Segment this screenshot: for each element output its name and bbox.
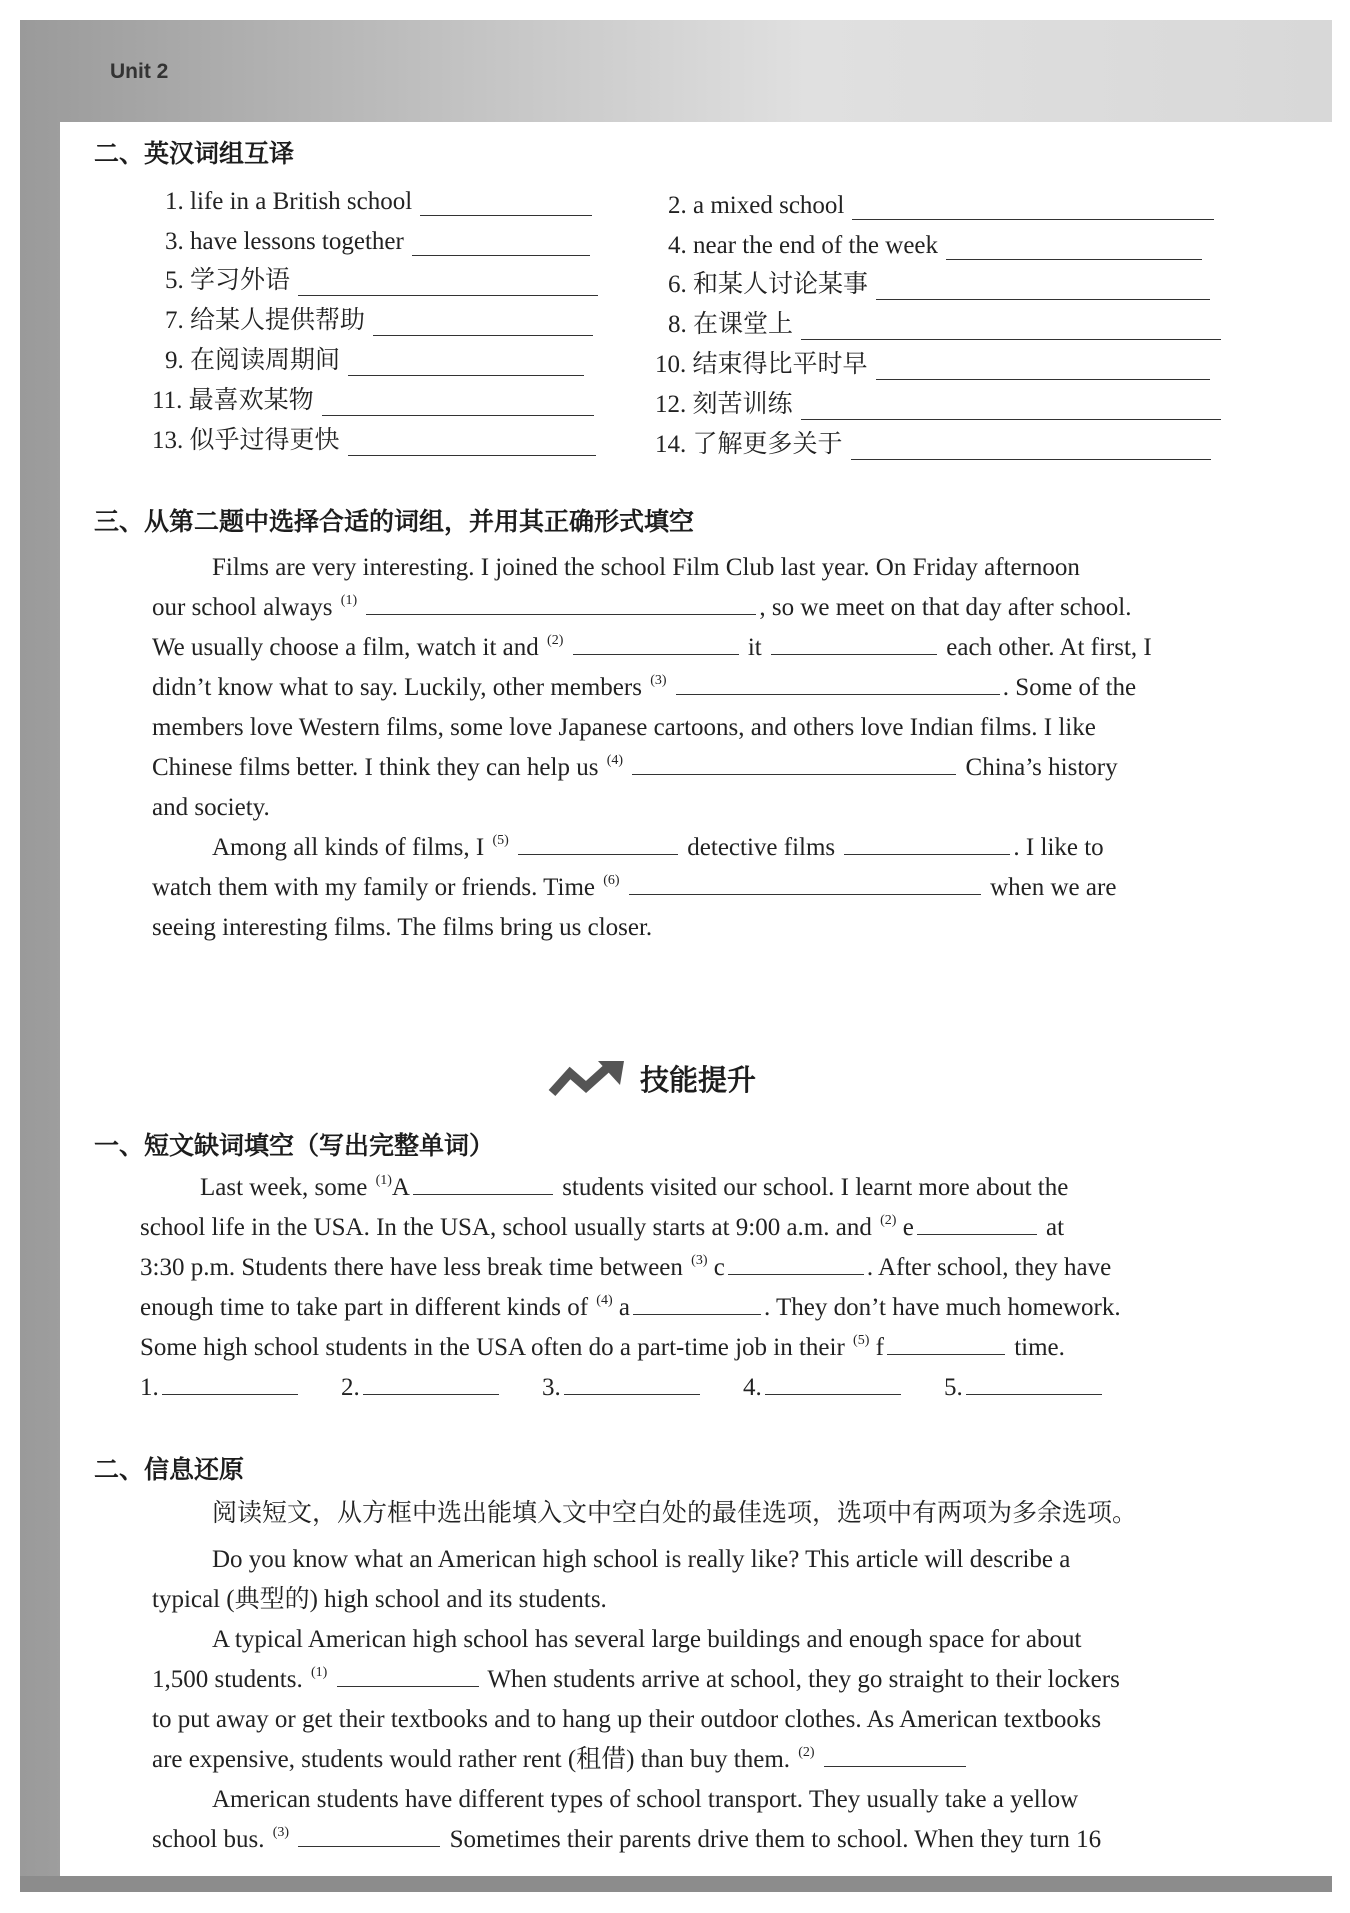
answer-blank[interactable] bbox=[917, 1212, 1037, 1235]
passage-line: seeing interesting films. The films bring us closer. bbox=[152, 914, 653, 941]
passage-line: We usually choose a film, watch it and $^{(2)}$ it each other. At first, I bbox=[152, 633, 1152, 661]
reading-line: Do you know what an American high school is really like? This article will describe a bbox=[212, 1546, 1071, 1573]
vocab-item-5: 5. 学习外语 bbox=[165, 260, 598, 296]
section-heading-translation: 二、英汉词组互译 bbox=[94, 139, 295, 168]
answer-blank[interactable] bbox=[844, 832, 1010, 855]
vocab-item-4: 4. near the end of the week bbox=[668, 224, 1202, 260]
answer-blank[interactable] bbox=[852, 195, 1214, 220]
vocab-item-8: 8. 在课堂上 bbox=[668, 304, 1221, 340]
passage-line: Films are very interesting. I joined the school Film Club last year. On Friday afternoon bbox=[212, 554, 1080, 581]
vocab-item-9: 9. 在阅读周期间 bbox=[165, 340, 584, 376]
section-heading-fill-phrases: 三、从第二题中选择合适的词组，并用其正确形式填空 bbox=[94, 507, 695, 536]
reading-line: A typical American high school has several large buildings and enough space for about bbox=[212, 1626, 1082, 1653]
answer-blank[interactable] bbox=[298, 1824, 440, 1847]
vocab-item-3: 3. have lessons together bbox=[165, 220, 590, 256]
answer-blank[interactable] bbox=[348, 431, 596, 456]
vocab-item-14: 14. 了解更多关于 bbox=[655, 424, 1211, 460]
answer-blank[interactable] bbox=[629, 872, 981, 895]
answer-row: 1. 2. 3. 4. 5. bbox=[140, 1368, 1105, 1408]
skill-title: 技能提升 bbox=[640, 1063, 757, 1097]
vocab-item-10: 10. 结束得比平时早 bbox=[655, 344, 1210, 380]
unit-label: Unit 2 bbox=[110, 60, 169, 83]
answer-blank[interactable] bbox=[322, 391, 594, 416]
section-heading-cloze: 一、短文缺词填空（写出完整单词） bbox=[94, 1131, 495, 1160]
vocab-item-1: 1. life in a British school bbox=[165, 180, 592, 216]
answer-blank[interactable] bbox=[801, 315, 1221, 340]
answer-blank[interactable] bbox=[876, 275, 1210, 300]
answer-blank[interactable] bbox=[413, 1172, 553, 1195]
answer-blank[interactable] bbox=[851, 435, 1211, 460]
reading-line: school bus. $^{(3)}$ Sometimes their parents drive them to school. When they turn 16 bbox=[152, 1825, 1102, 1853]
answer-blank[interactable] bbox=[632, 752, 956, 775]
reading-line: American students have different types of school transport. They usually take a yellow bbox=[212, 1786, 1079, 1813]
answer-blank[interactable] bbox=[765, 1372, 901, 1395]
answer-blank[interactable] bbox=[676, 672, 1000, 695]
vocab-item-7: 7. 给某人提供帮助 bbox=[165, 300, 593, 336]
answer-blank[interactable] bbox=[518, 832, 678, 855]
cloze-line: school life in the USA. In the USA, school usually starts at 9:00 a.m. and $^{(2)}$ e at bbox=[140, 1213, 1065, 1241]
answer-blank[interactable] bbox=[573, 632, 739, 655]
answer-blank[interactable] bbox=[876, 355, 1210, 380]
passage-line: watch them with my family or friends. Time $^{(6)}$ when we are bbox=[152, 873, 1117, 901]
section-heading-info: 二、信息还原 bbox=[94, 1455, 245, 1484]
scan-bottom-edge bbox=[20, 1876, 1332, 1892]
answer-blank[interactable] bbox=[728, 1252, 864, 1275]
answer-blank[interactable] bbox=[298, 271, 598, 296]
reading-line: typical (典型的) high school and its students. bbox=[152, 1586, 607, 1613]
instruction-line: 阅读短文，从方框中选出能填入文中空白处的最佳选项，选项中有两项为多余选项。 bbox=[212, 1500, 1138, 1527]
vocab-item-6: 6. 和某人讨论某事 bbox=[668, 264, 1210, 300]
answer-blank[interactable] bbox=[801, 395, 1221, 420]
vocab-item-11: 11. 最喜欢某物 bbox=[152, 380, 594, 416]
vocab-item-12: 12. 刻苦训练 bbox=[655, 384, 1221, 420]
passage-line: and society. bbox=[152, 794, 270, 821]
answer-blank[interactable] bbox=[412, 231, 590, 256]
answer-blank[interactable] bbox=[348, 351, 584, 376]
answer-blank[interactable] bbox=[824, 1744, 966, 1767]
reading-line: 1,500 students. $^{(1)}$ When students arrive at school, they go straight to their lockers bbox=[152, 1665, 1120, 1693]
reading-line: are expensive, students would rather rent (租借) than buy them. $^{(2)}$ bbox=[152, 1740, 969, 1780]
cloze-line: enough time to take part in different kinds of $^{(4)}$ a . They don’t have much homework. bbox=[140, 1293, 1121, 1321]
passage-line: members love Western films, some love Japanese cartoons, and others love Indian films. I like bbox=[152, 714, 1096, 741]
answer-blank[interactable] bbox=[337, 1664, 479, 1687]
answer-blank[interactable] bbox=[363, 1372, 499, 1395]
answer-blank[interactable] bbox=[564, 1372, 700, 1395]
reading-line: to put away or get their textbooks and to hang up their outdoor clothes. As American textbooks bbox=[152, 1706, 1102, 1733]
cloze-line: Some high school students in the USA often do a part-time job in their $^{(5)}$ f time. bbox=[140, 1333, 1065, 1361]
trend-arrow-icon bbox=[548, 1059, 628, 1099]
passage-line: didn’t know what to say. Luckily, other members $^{(3)}$ . Some of the bbox=[152, 673, 1137, 701]
skill-banner bbox=[548, 1058, 756, 1099]
answer-blank[interactable] bbox=[373, 311, 593, 336]
passage-line: Among all kinds of films, I $^{(5)}$ detective films . I like to bbox=[212, 833, 1104, 861]
answer-blank[interactable] bbox=[420, 191, 592, 216]
answer-blank[interactable] bbox=[162, 1372, 298, 1395]
answer-blank[interactable] bbox=[771, 632, 937, 655]
answer-blank[interactable] bbox=[946, 235, 1202, 260]
answer-blank[interactable] bbox=[966, 1372, 1102, 1395]
passage-line: our school always $^{(1)}$ , so we meet on that day after school. bbox=[152, 593, 1132, 621]
cloze-line: Last week, some $^{(1)}$A students visited our school. I learnt more about the bbox=[200, 1173, 1069, 1201]
answer-blank[interactable] bbox=[633, 1292, 761, 1315]
vocab-item-2: 2. a mixed school bbox=[668, 184, 1214, 220]
cloze-line: 3:30 p.m. Students there have less break time between $^{(3)}$ c . After school, they have bbox=[140, 1253, 1112, 1281]
answer-blank[interactable] bbox=[366, 592, 756, 615]
answer-blank[interactable] bbox=[887, 1332, 1005, 1355]
vocab-item-13: 13. 似乎过得更快 bbox=[152, 420, 596, 456]
passage-line: Chinese films better. I think they can help us $^{(4)}$ China’s history bbox=[152, 753, 1118, 781]
